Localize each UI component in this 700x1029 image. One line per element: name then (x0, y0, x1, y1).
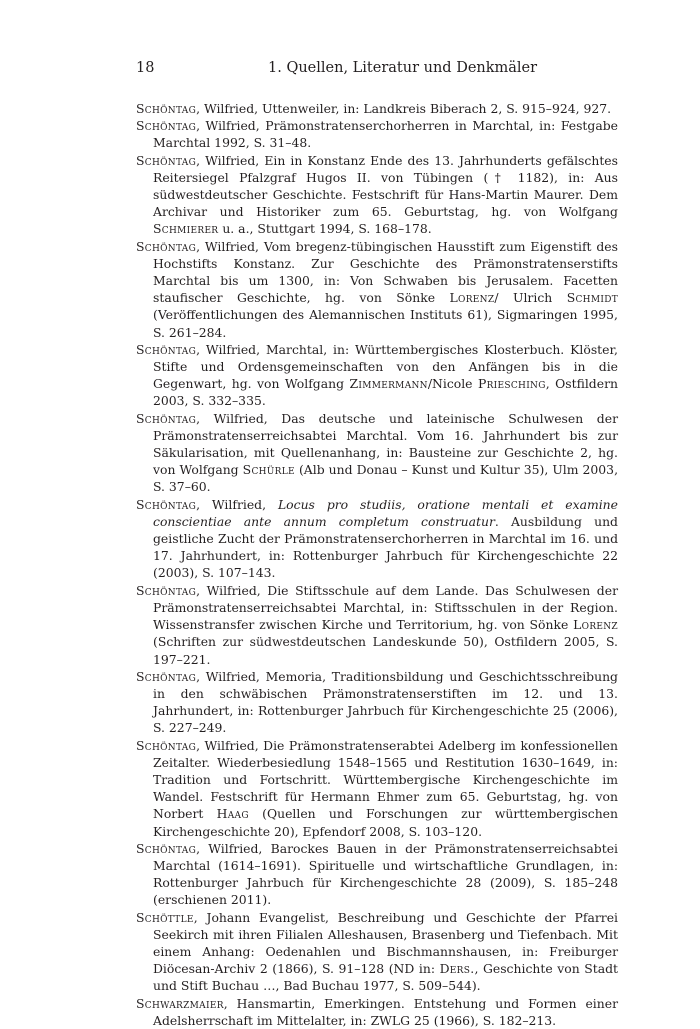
entry-author: Schöntag (136, 118, 197, 134)
entry-text: , Wilfried, Memoria, Traditionsbildung und Geschichtsschreibung in den schwäbischen Prämonstratenserstiften im 12. und 13. Jahrhundert, in: Rottenburger Jahrbuch für Kirchengeschichte 25 (2006), S. 227–249. (153, 668, 618, 736)
entry-italic-title: Locus pro studiis, oratione mentali et examine conscientiae ante annum completum construatur (153, 496, 618, 529)
entry-author: Schöntag (136, 152, 197, 168)
entry-text: , Wilfried, Das deutsche und lateinische Schulwesen der Prämonstratenserreichsabtei Marchtal. Vom 16. Jahrhundert bis zur Säkularisation, mit Quellenanhang, in: Bausteine zur Geschichte 2, hg. von Wolfgang (153, 410, 618, 478)
entry-text: u. a., Stuttgart 1994, S. 168–178. (218, 221, 432, 237)
entry-text: , Wilfried, Prämonstratenserchorherren in Marchtal, in: Festgabe Marchtal 1992, S. 31–48. (153, 118, 618, 151)
entry-editor: Schmidt (566, 290, 619, 306)
entry-text: , Wilfried, Ein in Konstanz Ende des 13. Jahrhunderts gefälschtes Reitersiegel Pfalzgraf Hugos II. von Tübingen († 1182), in: Aus südwestdeutscher Geschichte. Festschrift für Hans-Martin Maurer. Dem Archivar und Historiker zum 65. Geburtstag, hg. von Wolfgang (153, 152, 618, 220)
entry-author: Schöttle (136, 909, 194, 925)
bibliography-entry (136, 152, 618, 238)
bibliography-entry (136, 995, 618, 1029)
entry-text: (Schriften zur südwestdeutschen Landeskunde 50), Ostfildern 2005, S. 197–221. (153, 634, 618, 667)
entry-author: Schöntag (136, 238, 197, 254)
entry-editor: Ders. (439, 961, 475, 977)
entry-text: (Alb und Donau – Kunst und Kultur 35), Ulm 2003, S. 37–60. (153, 462, 619, 495)
entry-text: . Ausbildung und geistliche Zucht der Prämonstratenserchorherren in Marchtal im 16. und 17. Jahrhundert, in: Rottenburger Jahrbuch für Kirchengeschichte 22 (2003), S. 107–143. (153, 513, 618, 581)
entry-text: , Johann Evangelist, Beschreibung und Geschichte der Pfarrei Seekirch mit ihren Filialen Alleshausen, Brasenberg und Tiefenbach. Mit einem Anhang: Oedenahlen und Bischmannshausen, in: Freiburger Diöcesan-Archiv 2 (1866), S. 91–128 (ND in: (153, 909, 618, 977)
bibliography-entry (136, 410, 618, 496)
entry-text: , Wilfried, (196, 496, 278, 512)
entry-text: (Quellen und Forschungen zur württembergischen Kirchengeschichte 20), Epfendorf 2008, S. 103–120. (153, 806, 618, 839)
entry-author: Schöntag (136, 410, 197, 426)
entry-text: /Nicole (427, 376, 478, 392)
entry-text: , Wilfried, Die Stiftsschule auf dem Lande. Das Schulwesen der Prämonstratenserreichsabtei Marchtal, in: Stiftsschulen in der Region. Wissenstransfer zwischen Kirche und Territorium, hg. von Sönke (153, 582, 618, 633)
bibliography-entry (136, 840, 618, 909)
entry-editor: Schürle (242, 462, 295, 478)
entry-text: , Wilfried, Barockes Bauen in der Prämonstratenserreichsabtei Marchtal (1614–1691). Spirituelle und wirtschaftliche Grundlagen, in: Rottenburger Jahrbuch für Kirchengeschichte 28 (2009), S. 185–248 (erschienen 2011). (153, 840, 618, 908)
entry-author: Schöntag (136, 101, 197, 116)
page-header (136, 60, 618, 84)
entry-editor: Zimmermann (349, 376, 428, 392)
entry-editor: Haag (216, 806, 249, 822)
entry-editor: Lorenz (449, 290, 495, 306)
page-number: 18 (136, 60, 155, 76)
entry-text: , Geschichte von Stadt und Stift Buchau …, Bad Buchau 1977, S. 509–544). (153, 961, 618, 994)
running-head: 1. Quellen, Literatur und Denkmäler (268, 60, 538, 76)
entry-author: Schöntag (136, 737, 197, 753)
bibliography-entry (136, 668, 618, 737)
bibliography-entry (136, 341, 618, 410)
bibliography-entry (136, 582, 618, 668)
entry-editor: Schmierer (153, 221, 219, 237)
entry-author: Schöntag (136, 582, 197, 598)
entry-editor: Lorenz (573, 617, 618, 633)
entry-text: , Wilfried, Uttenweiler, in: Landkreis Biberach 2, S. 915–924, 927. (196, 101, 612, 116)
entry-text: , Wilfried, Marchtal, in: Württembergisches Klosterbuch. Klöster, Stifte und Ordensgemeinschaften von den Anfängen bis in die Gegenwart, hg. von Wolfgang (153, 341, 618, 392)
entry-text: (Veröffentlichungen des Alemannischen Instituts 61), Sigmaringen 1995, S. 261–284. (153, 307, 618, 340)
entry-text: , Wilfried, Vom bregenz-tübingischen Hausstift zum Eigenstift des Hochstifts Konstanz. Zur Geschichte des Prämonstratenserstifts Marchtal bis um 1300, in: Von Schwaben bis Jerusalem. Facetten staufischer Geschichte, hg. von Sönke (153, 238, 618, 306)
entry-author: Schwarzmaier (136, 995, 224, 1011)
entry-text: , Ostfildern 2003, S. 332–335. (153, 376, 618, 409)
bibliography-entry (136, 117, 618, 151)
entry-author: Schöntag (136, 496, 197, 512)
bibliography-entry (136, 909, 618, 995)
bibliography-entry (136, 100, 618, 117)
entry-text: / Ulrich (494, 290, 567, 306)
entry-author: Schöntag (136, 341, 197, 357)
entry-text: , Wilfried, Die Prämonstratenserabtei Adelberg im konfessionellen Zeitalter. Wiederbesiedlung 1548–1565 und Restitution 1630–1649, in: Tradition und Fortschritt. Württembergische Kirchengeschichte im Wandel. Festschrift für Hermann Ehmer zum 65. Geburtstag, hg. von Norbert (153, 737, 618, 822)
entry-author: Schöntag (136, 668, 197, 684)
bibliography-entry (136, 737, 618, 840)
bibliography-entry (136, 238, 618, 341)
bibliography-entry (136, 496, 618, 582)
entry-editor: Priesching (477, 376, 546, 392)
bibliography-list (136, 100, 618, 1029)
entry-text: , Hansmartin, Emerkingen. Entstehung und Formen einer Adelsherrschaft im Mittelalter, in: ZWLG 25 (1966), S. 182–213. (153, 995, 618, 1028)
entry-author: Schöntag (136, 840, 197, 856)
